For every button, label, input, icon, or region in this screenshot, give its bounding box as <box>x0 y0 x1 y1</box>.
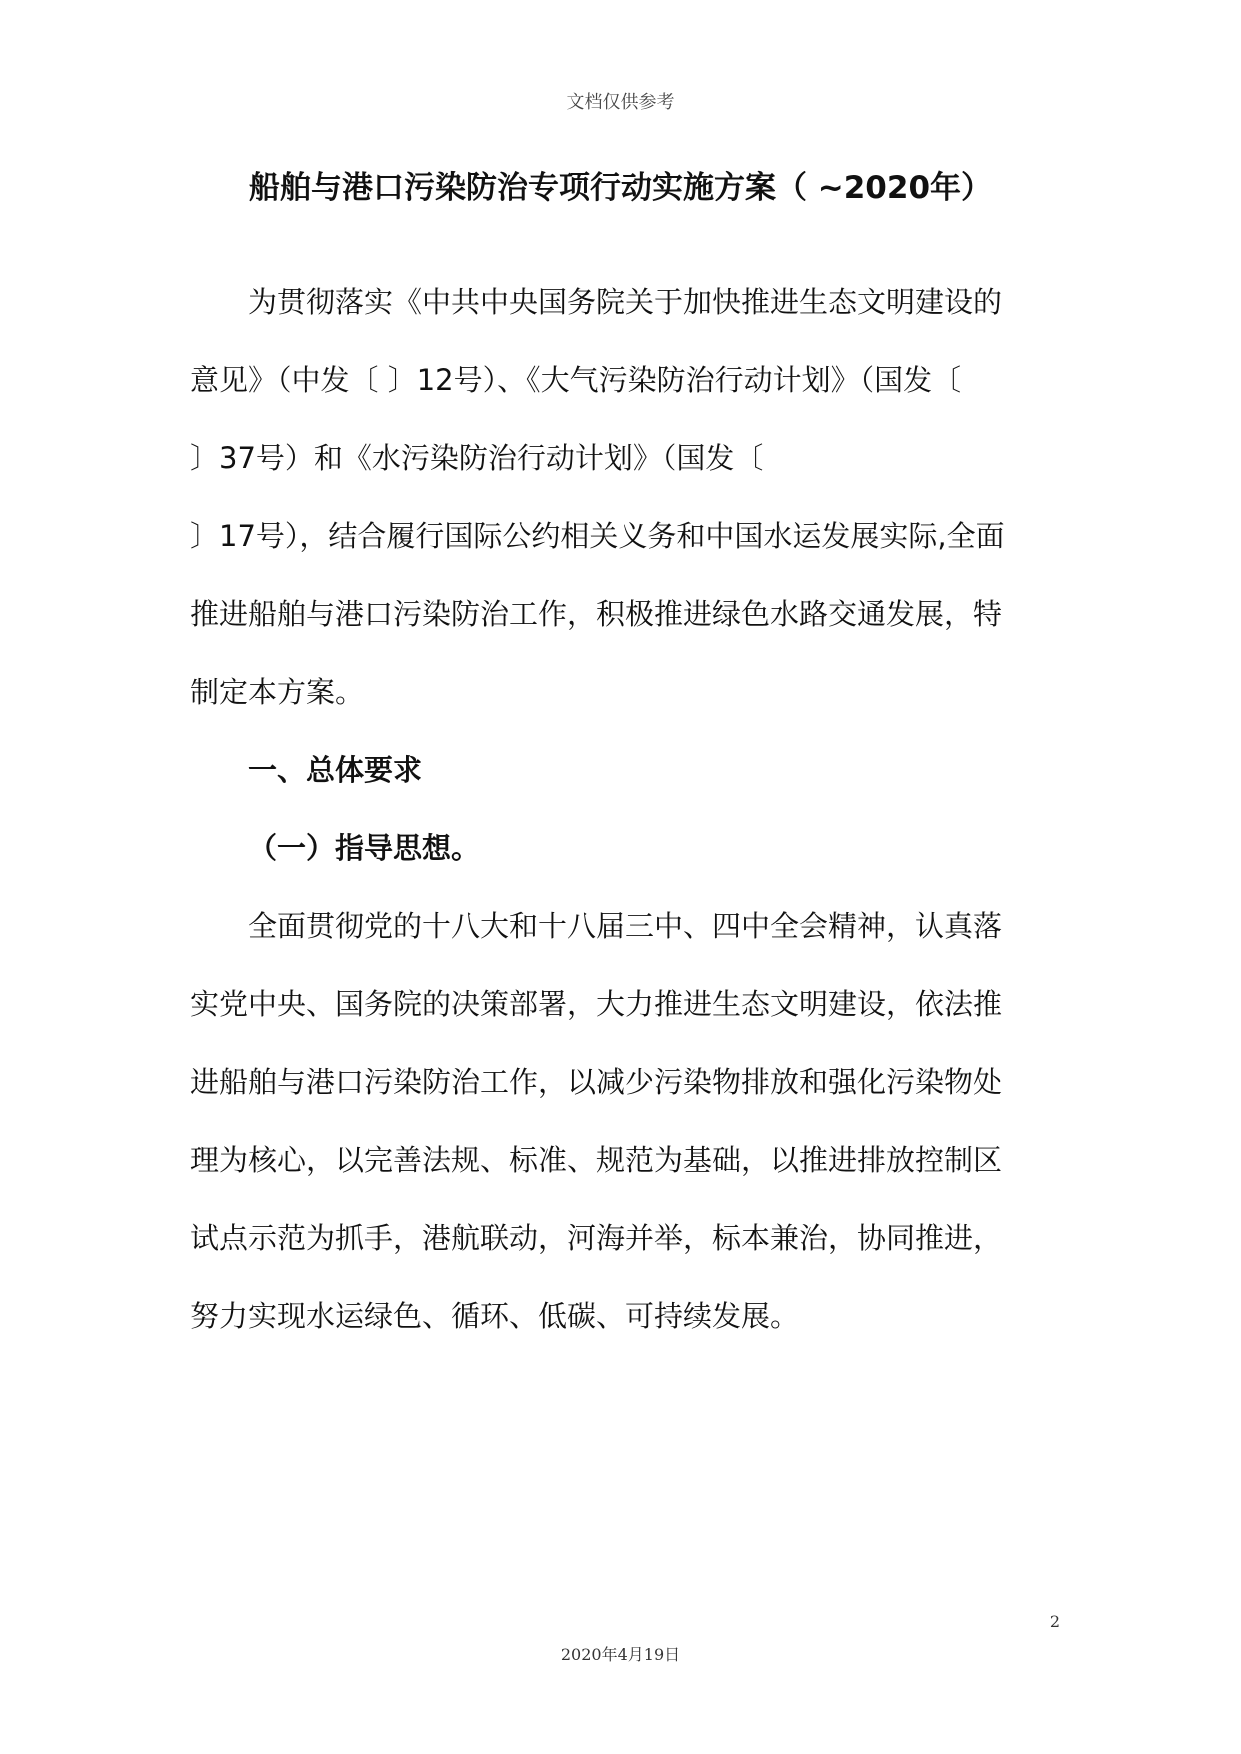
intro-line: 制定本方案。 <box>190 675 365 709</box>
subsection-heading: （一）指导思想。 <box>248 831 481 865</box>
intro-line: 为贯彻落实《中共中央国务院关于加快推进生态文明建设的 <box>248 285 1003 319</box>
guiding-line: 试点示范为抓手，港航联动，河海并举，标本兼治，协同推进， <box>190 1221 1003 1255</box>
page-header: 文档仅供参考 <box>566 92 675 113</box>
intro-line: 意见》（中发〔 〕12号）、《大气污染防治行动计划》（国发〔 <box>190 363 962 397</box>
footer-date: 2020年4月19日 <box>560 1645 681 1664</box>
guiding-line: 理为核心，以完善法规、标准、规范为基础，以推进排放控制区 <box>190 1143 1003 1177</box>
guiding-line: 进船舶与港口污染防治工作，以减少污染物排放和强化污染物处 <box>190 1065 1003 1099</box>
guiding-line: 努力实现水运绿色、循环、低碳、可持续发展。 <box>190 1299 800 1333</box>
document-title: 船舶与港口污染防治专项行动实施方案（ ~2020年） <box>248 170 993 206</box>
section-heading: 一、总体要求 <box>248 753 423 787</box>
intro-line: 〕17号），结合履行国际公约相关义务和中国水运发展实际,全面 <box>190 519 1005 553</box>
page-number: 2 <box>1049 1612 1060 1631</box>
intro-line: 〕37号）和《水污染防治行动计划》（国发〔 <box>190 441 764 475</box>
guiding-line: 实党中央、国务院的决策部署，大力推进生态文明建设，依法推 <box>190 987 1003 1021</box>
intro-line: 推进船舶与港口污染防治工作，积极推进绿色水路交通发展，特 <box>190 597 1003 631</box>
guiding-line: 全面贯彻党的十八大和十八届三中、四中全会精神，认真落 <box>248 909 1003 943</box>
